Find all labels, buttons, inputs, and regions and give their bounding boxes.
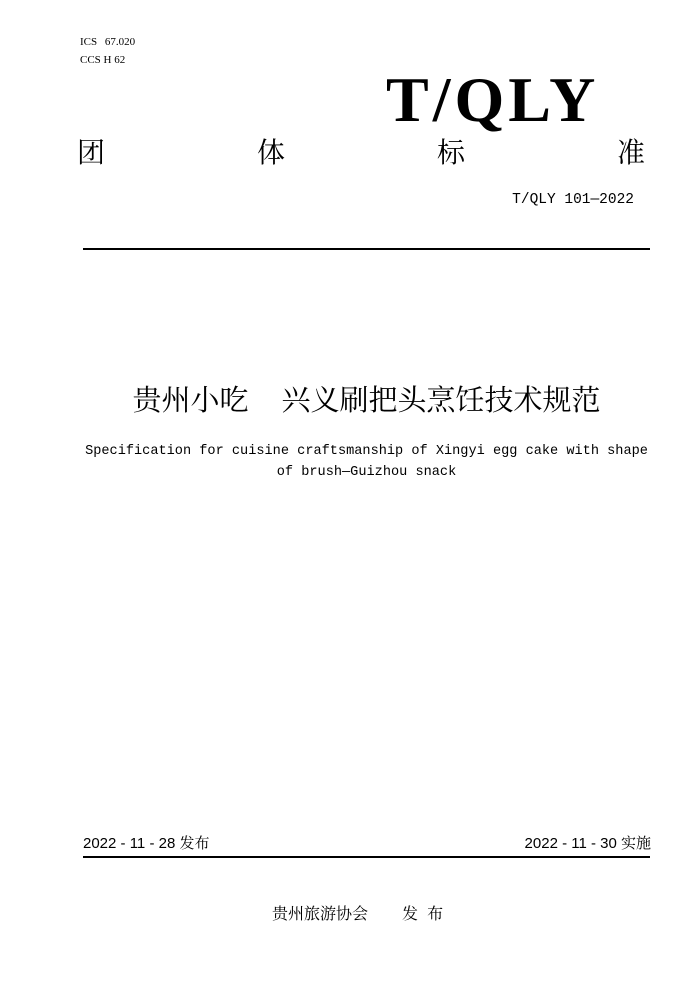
standard-category (77, 135, 645, 171)
category-char: 体 (256, 136, 285, 169)
title-part-category: 贵州小吃 (132, 383, 249, 417)
category-char: 标 (436, 136, 465, 169)
english-title-line: Specification for cuisine craftsmanship of Xingyi egg cake with shape (85, 444, 648, 459)
header-rule (83, 248, 650, 250)
publisher-name: 贵州旅游协会 (272, 904, 369, 923)
category-char: 团 (77, 136, 106, 169)
category-char: 准 (616, 136, 645, 169)
issue-date: 2022 - 11 - 28 发布 (83, 835, 210, 852)
ccs-code: CCS H 62 (80, 54, 126, 66)
implementation-date: 2022 - 11 - 30 实施 (524, 835, 651, 852)
publish-label: 发 布 (402, 904, 444, 923)
footer-rule (83, 856, 650, 858)
english-title-line: of brush—Guizhou snack (276, 465, 457, 480)
standard-number: T/QLY 101—2022 (512, 192, 634, 208)
english-title (83, 441, 650, 483)
document-title (83, 382, 650, 418)
standard-logo: T/QLY (386, 64, 600, 135)
title-part-subject: 兴义刷把头烹饪技术规范 (281, 383, 601, 417)
ics-code: ICS 67.020 (80, 36, 136, 48)
publisher-line (272, 904, 443, 924)
